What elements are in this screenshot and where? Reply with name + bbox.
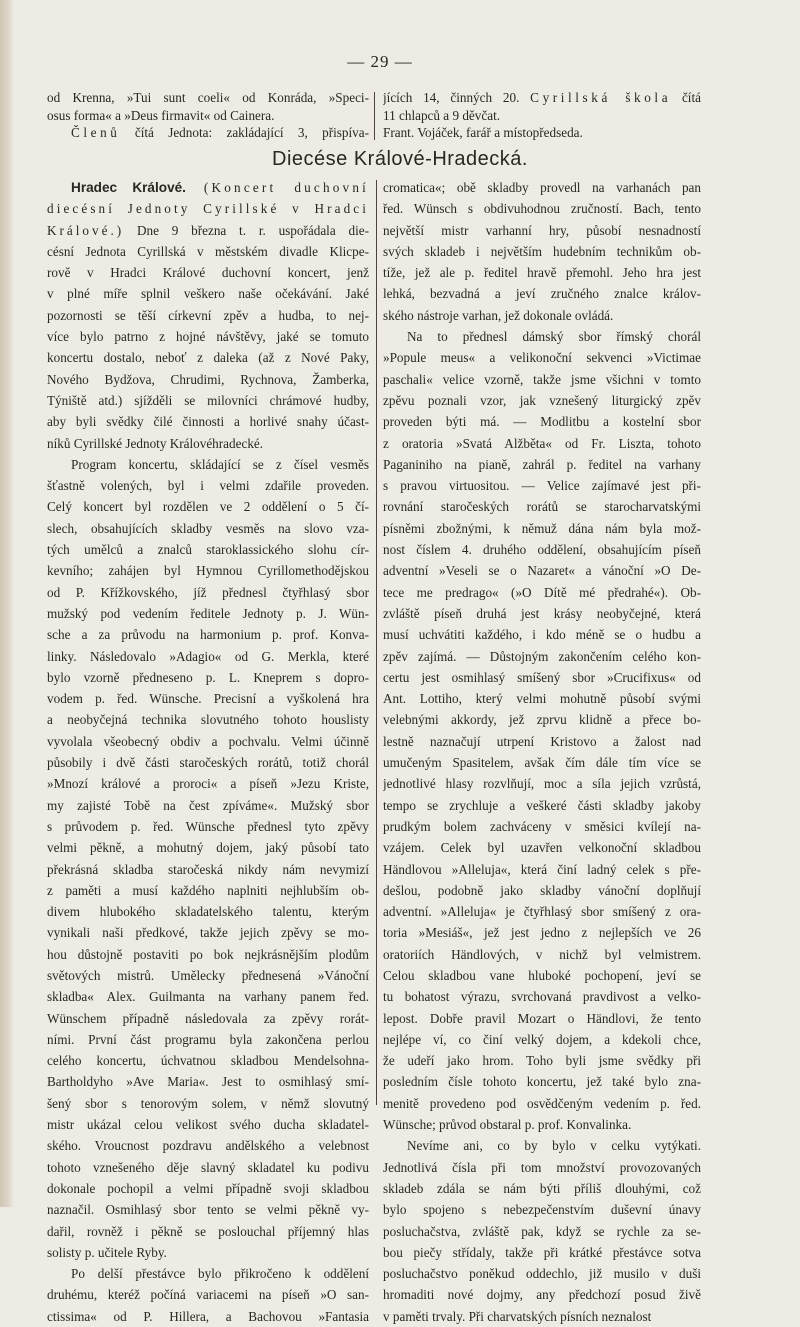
text-line: Program koncertu, skládající se z čísel vesměs (71, 456, 369, 472)
line-part: Králové.) (47, 222, 125, 238)
text-line: působily i dvě části staročeských rorátů, totiž chorál (47, 755, 369, 771)
text-line: Wünschem případně následovala za zpěvy rorát- (47, 1010, 369, 1026)
text-line: s průvodem p. řed. Wünsche přednesl tyto zpěvy (47, 818, 369, 834)
text-line (47, 220, 369, 241)
school-label: Cyrillská škola (530, 90, 672, 105)
text-line (47, 177, 369, 198)
text-line: toria »Mesiáš«, jež jest jedno z nejlepších ve 26 (383, 925, 701, 941)
text-line: »Mnozí králové a proroci« a píseň »Jezu Kriste, (47, 776, 369, 792)
text-line: z oratoria »Svatá Alžběta« od Fr. Liszta, tohoto (383, 435, 701, 451)
signature-line: Frant. Vojáček, farář a místopředseda. (383, 125, 583, 140)
text-line: řed. Wünsch s obdivuhodnou zručností. Bach, tento (383, 201, 701, 217)
text-line: celého koncertu, úchvatnou skladbou Mendelsohna- (47, 1053, 369, 1069)
text-line: koncertu dostalo, neboť z daleka (až z Nové Paky, (47, 350, 369, 366)
text-line: Týniště atd.) sjížděli se milovníci chrámové hudby, (47, 392, 369, 408)
line-part: (Koncert duchovní (185, 180, 369, 195)
text-line: Jednotlivá čísla při tom množství provozovaných (383, 1159, 701, 1175)
text-line: divem hlubokého skladatelského talentu, kterým (47, 904, 369, 920)
text-line: písněmi zbožnými, k němuž dána nám byla mož- (383, 520, 701, 536)
text-line: vynikali naši předkové, takže jejich zpěvy se mo- (47, 925, 369, 941)
members-text: čítá Jednota: zakládající 3, přispíva- (120, 125, 369, 140)
text-line: posledním čísle tohoto koncertu, jež také bylo zna- (383, 1074, 701, 1090)
text-line: 11 chlapců a 9 děvčat. (383, 107, 501, 123)
text-line: lepost. Dobře pravil Mozart o Händlovi, že tento (383, 1010, 701, 1026)
top-left-column (47, 89, 369, 142)
text-line: menitě provedeno pod osvědčeným vedením p. řed. (383, 1095, 701, 1111)
text-line: skladba« Alex. Guilmanta na varhany panem řed. (47, 989, 369, 1005)
text-line: velebnými akkordy, jež zprvu klidně a přece bo- (383, 712, 701, 728)
text-line: ními. První část programu byla zakončena perlou (47, 1031, 369, 1047)
text-line: překrásná skladba staročeská nikdy nám nevymizí (47, 861, 369, 877)
text-line: nejlépe ví, co činí velký dojem, a kdekoli chce, (383, 1031, 701, 1047)
article-heading: Hradec Králové. (71, 180, 186, 195)
text-line: s pravou virtuositou. — Velice zajímavé jest při- (383, 478, 701, 494)
text-line: Nevíme ani, co by bylo v celku vytýkati. (407, 1138, 701, 1154)
text-line: ctissima« od P. Hillera, a Bachovou »Fantasia (47, 1308, 369, 1324)
text-line: vodem p. řed. Wünsche. Precisní a vyškolená hra (47, 691, 369, 707)
line-part: diecésní Jednoty Cyrillské v Hradci (47, 201, 369, 217)
section-title: Diecése Králové-Hradecká. (272, 148, 528, 170)
text-line: více bylo patrno z hojné návštěvy, jaké se tomuto (47, 329, 369, 345)
line-part: Dne 9 března t. r. uspořádala die- (124, 222, 369, 238)
text-line: jednotlivé hlasy rozvlňují, moc a síla jejich vzrůstá, (383, 776, 701, 792)
text-line: tu bohatost výrazu, svrchovaná pravdivost a velko- (383, 989, 701, 1005)
text-line: zvláště píseň druhá jest krásy neobyčejné, která (383, 605, 701, 621)
text-line: skladeb zdála se nám býti příliš dlouhými, což (383, 1180, 701, 1196)
text-line: z paměti a musí každého naplniti nejhlubším ob- (47, 882, 369, 898)
text-line: »Popule meus« a velikonoční sekvenci »Victimae (383, 350, 701, 366)
article-left-column (47, 177, 369, 1327)
text-line: že udeří jako hrom. Toho byli jsme svědky při (383, 1053, 701, 1069)
text-line (383, 89, 701, 107)
text-line: Celý koncert byl rozdělen ve 2 oddělení o 5 čí- (47, 499, 369, 515)
text-line: zpěv zajímá. — Důstojným zakončením celého kon- (383, 648, 701, 664)
text-line: Celou skladbou vane hluboké pochopení, jeví se (383, 967, 701, 983)
text-line: mistr ukázal celou velikost svého ducha skladatel- (47, 1117, 369, 1133)
text-line: Wünsche; průvod obstaral p. prof. Konvalinka. (383, 1117, 632, 1133)
text-line: velmi pěkně, a mohutný dojem, jaký působí tato (47, 840, 369, 856)
text-line: proveden býti má. — Modlitbu a kostelní sbor (383, 414, 701, 430)
text-line: Ant. Lottiho, který velmi mohutně působí svými (383, 691, 701, 707)
column-divider-main (376, 180, 377, 1105)
text-line: posluchačstva, zvláště pak, když se rychle za se- (383, 1223, 701, 1239)
text-line: Paganiniho na pianě, zahrál p. ředitel na varhany (383, 456, 701, 472)
members-label: Členů (71, 125, 121, 140)
text-line: paschali« velice vzorně, takže jsme všichni v tomto (383, 371, 701, 387)
text-line: dokonale pochopil a velmi případně svoji skladbou (47, 1180, 369, 1196)
text-line: bylo vzorně předneseno p. L. Kneprem s dopro- (47, 669, 369, 685)
text-line: pozornosti se těší církevní zpěv a hudba, to nej- (47, 307, 369, 323)
text-line: hromaditi nové dojmy, any předchozí posud živě (383, 1287, 701, 1303)
text-line: vzájem. Celek byl uzavřen velkonoční skladbou (383, 840, 701, 856)
line-part: čítá (671, 90, 701, 105)
text-line: prudkým bolem zachváceny v směsici kvílejí na- (383, 818, 701, 834)
page-number: — 29 — (347, 52, 413, 71)
column-divider-top (374, 92, 375, 140)
text-line: níků Cyrillské Jednoty Královéhradecké. (47, 435, 264, 451)
text-line: tých umělců a znalců staroklassického slohu cír- (47, 542, 369, 558)
text-line: naznačil. Osmihlasý sbor tento se velmi pěkně vy- (47, 1202, 369, 1218)
text-line: certu jest osmihlasý smíšený sbor »Crucifixus« od (383, 669, 701, 685)
text-line: a neobyčejná technika slovutného tohoto houslisty (47, 712, 369, 728)
text-line: musí uchvátiti každého, i kdo méně se o hudbu a (383, 627, 701, 643)
text-line: slech, obsahujících skladby vesměs na slovo vza- (47, 520, 369, 536)
text-line: oratoriích Händlových, v nichž byl velmistrem. (383, 946, 701, 962)
text-line: od Krenna, »Tui sunt coeli« od Konráda, »Speci- (47, 90, 369, 105)
page-binding-edge (0, 0, 14, 1207)
text-line: solisty p. učitele Ryby. (47, 1244, 167, 1260)
text-line: rově v Hradci Králové duchovní koncert, jenž (47, 265, 369, 281)
text-line: od P. Křížkovského, jíž přednesl čtyřhlasý sbor (47, 584, 369, 600)
text-line: zpěvu poznali vzor, jak vznešený liturgický zpěv (383, 392, 701, 408)
text-line: lestně naznačují utrpení Kristovo a žalost nad (383, 733, 701, 749)
text-line: Po delší přestávce bylo přikročeno k oddělení (71, 1266, 369, 1282)
text-line: osus forma« a »Deus firmavit« od Cainera. (47, 107, 275, 123)
text-line: dešlou, podobně jako skladby vánoční doplňují (383, 882, 701, 898)
line-part: jících 14, činných 20. (383, 90, 531, 105)
text-line: cromatica«; obě skladby provedl na varhanách pan (383, 180, 701, 195)
text-line: v plné míře splnil veškero naše očekávání. Jaké (47, 286, 369, 302)
text-line: ského. Vroucnost pozdravu andělského a velebnost (47, 1138, 369, 1154)
text-line: šený sbor s tenorovým solem, v němž slovutný (47, 1095, 369, 1111)
text-line: Bartholdyho »Ave Maria«. Jest to osmihlasý smí- (47, 1074, 369, 1090)
text-line: Händlovou »Alleluja«, která činí ladný celek s pře- (383, 861, 701, 877)
text-line: bylo spojeno s nebezpečenstvím duševní únavy (383, 1202, 701, 1218)
text-line (47, 124, 369, 142)
text-line: tempo se zrychluje a veškeré části skladby jakoby (383, 797, 701, 813)
text-line: dařil, rovněž i pěkně se poslouchal příjemný hlas (47, 1223, 369, 1239)
text-line: kevního; zahájen byl Hymnou Cyrillomethodějskou (47, 563, 369, 579)
text-line: adventní. »Alleluja« je čtyřhlasý sbor smíšený z ora- (383, 904, 701, 920)
text-line: Nového Bydžova, Chrudimi, Rychnova, Žamberka, (47, 371, 369, 387)
text-line: Na to přednesl dámský sbor římský chorál (407, 329, 701, 345)
text-line: největší mistr varhanní hry, působí nesnadností (383, 222, 701, 238)
text-line: ského nástroje varhan, jež dokonale ovládá. (383, 307, 614, 323)
text-line: posluchačstvo poněkud oddechlo, již musilo v duši (383, 1266, 701, 1282)
text-line: adventní »Veseli se o Nazaret« a vánoční »O De- (383, 563, 701, 579)
text-line: světových mistrů. Umělecky přednesená »Vánoční (47, 967, 369, 983)
text-line: linky. Následovalo »Adagio« od G. Merkla, které (47, 648, 369, 664)
text-line: mužský pod vedením ředitele Jednoty p. J. Wün- (47, 605, 369, 621)
text-line: my zajisté Tobě na čest zpíváme«. Mužský sbor (47, 797, 369, 813)
text-line: bou piečy střídaly, takže při krátké přestávce sotva (383, 1244, 701, 1260)
text-line: tohoto vznešeného děje slavný skladatel ku podivu (47, 1159, 369, 1175)
text-line: vyvolala všeobecný obdiv a pochvalu. Velmi účinně (47, 733, 369, 749)
text-line: lehká, bezvadná a jeví zručného znalce králov- (383, 286, 701, 302)
text-line (47, 198, 369, 219)
text-line: nost číslem 4. druhého oddělení, obsahujícím píseň (383, 542, 701, 558)
text-line: v paměti trvaly. Při charvatských písních neznalost (383, 1308, 652, 1324)
text-line: sche a za průvodu na harmonium p. prof. Konva- (47, 627, 369, 643)
text-line: druhému, kteréž počíná variacemi na píseň »O san- (47, 1287, 369, 1303)
text-line: rovnání staročeských rorátů se starocharvatskými (383, 499, 701, 515)
top-right-column (383, 89, 701, 142)
text-line: aby byli svědky čilé činnosti a horlivé snahy účast- (47, 414, 369, 430)
text-line: hou důstojně postaviti po bok nejkrásnějším plodům (47, 946, 369, 962)
text-line: tíže, jež ale p. ředitel hravě přemohl. Jeho hra jest (383, 265, 701, 281)
text-line: šťastně volených, byl i velmi zdařile proveden. (47, 478, 369, 494)
article-right-column (383, 177, 701, 1327)
text-line: césní Jednota Cyrillská v městském divadle Klicpe- (47, 243, 369, 259)
text-line: umučeným Spasitelem, avšak čím dále tím více se (383, 755, 701, 771)
text-line: svých skladeb i největším hudebním technikům ob- (383, 243, 701, 259)
text-line: tece me predrago« (»O Dítě mé předrahé«). Ob- (383, 584, 701, 600)
